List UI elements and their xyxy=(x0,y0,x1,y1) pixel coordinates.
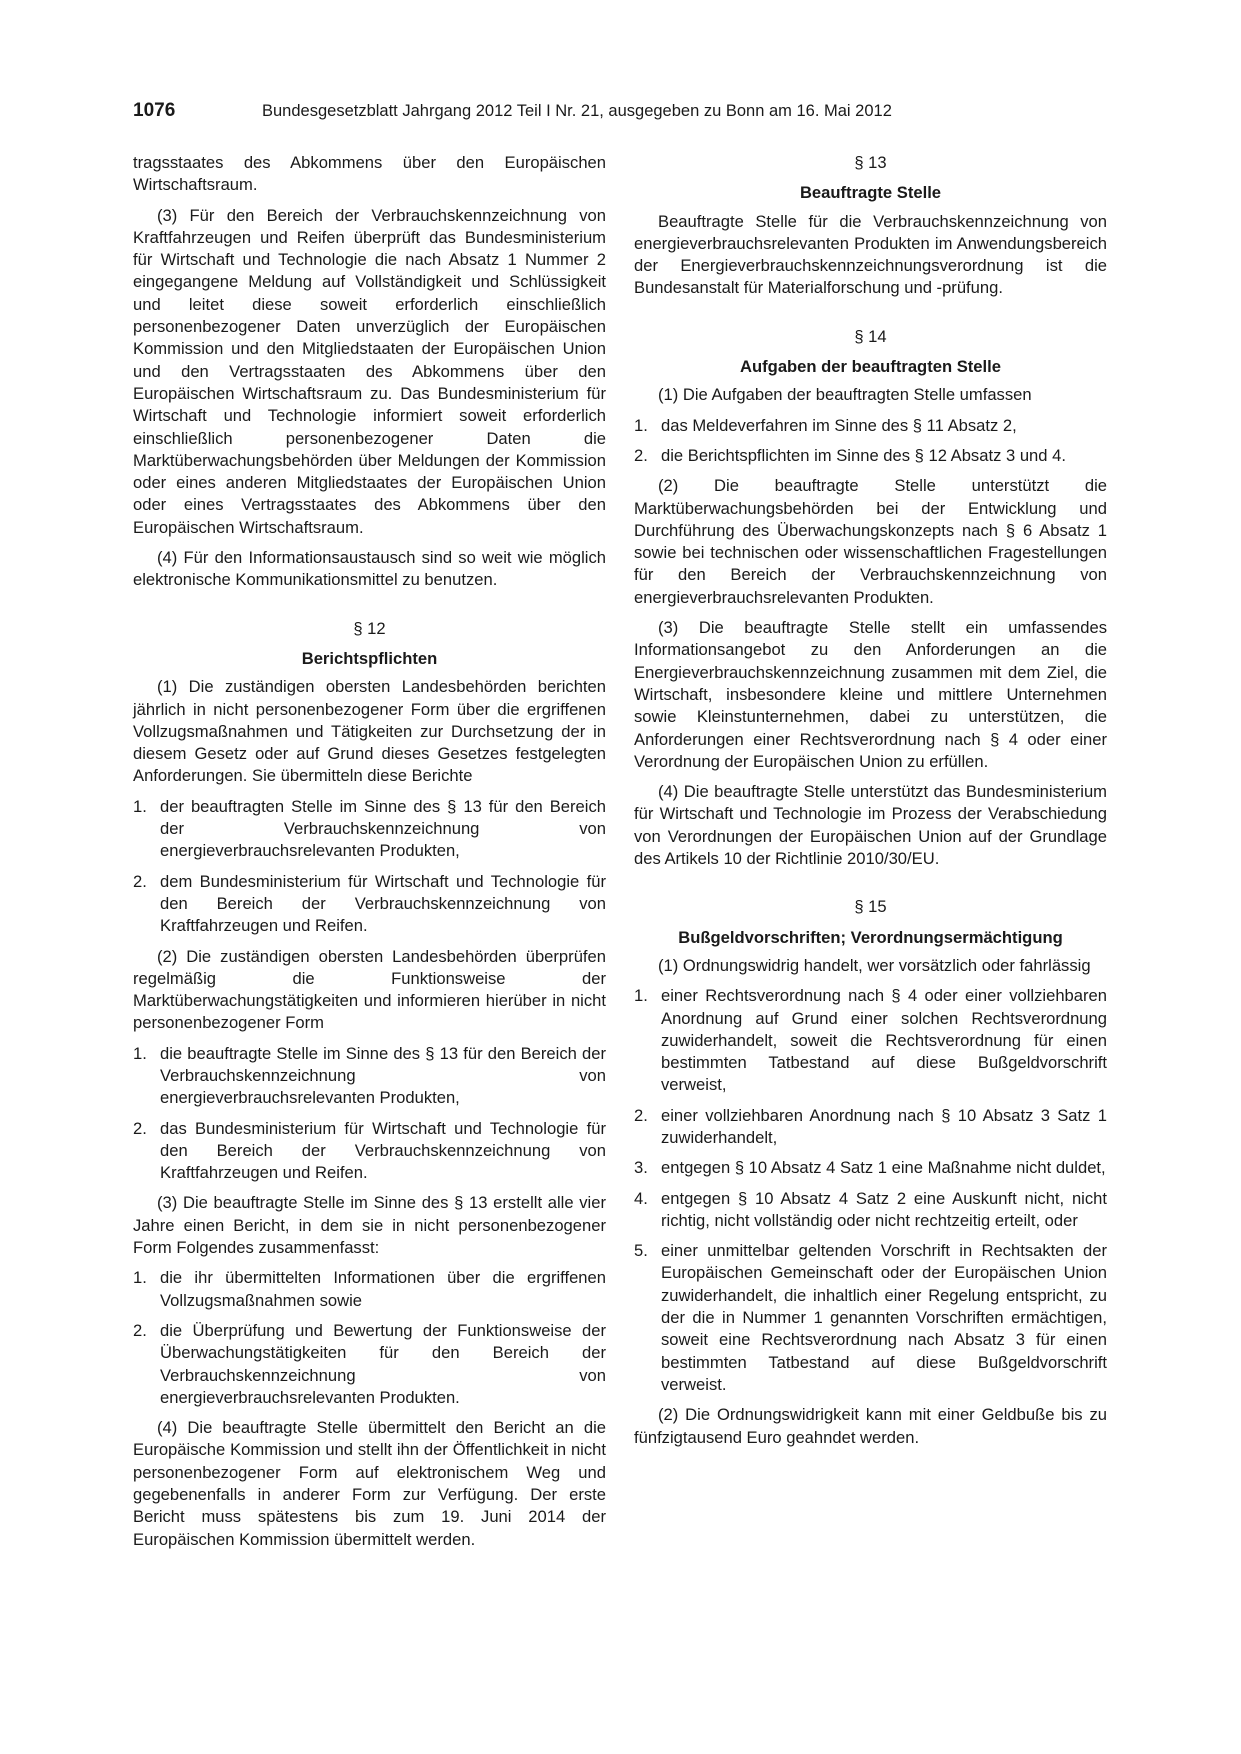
section-title-12: Berichtspflichten xyxy=(301,648,438,668)
section-number-13: § 13 xyxy=(854,153,887,172)
list-item-14-1-1 xyxy=(634,415,1107,437)
continued-paragraph: tragsstaates des Abkommens über den Europäischen Wirtschaftsraum. xyxy=(133,153,606,195)
list-item-15-1-3 xyxy=(634,1157,1107,1179)
list-number: 1. xyxy=(133,796,147,816)
paragraph-12-2: (2) Die zuständigen obersten Landesbehörden überprüfen regelmäßig die Funktionsweise der Marktüberwachungstätigkeiten und informieren hierüber in nicht personenbezogener Form xyxy=(133,946,606,1033)
list-item-14-1-2 xyxy=(634,445,1107,467)
paragraph-11-3: (3) Für den Bereich der Verbrauchskennzeichnung von Kraftfahrzeugen und Reifen überprüft das Bundesministerium für Wirtschaft und Technologie die nach Absatz 1 Nummer 2 eingegangene Meldung auf Vollständigkeit und Schlüssigkeit und leitet diese soweit erforderlich einschließlich personenbezogener Daten unverzüglich der Europäischen Kommission und den Mitgliedstaaten der Europäischen Union und den Vertragsstaaten des Abkommens über den Europäischen Wirtschaftsraum zu. Das Bundesministerium für Wirtschaft und Technologie informiert soweit erforderlich einschließlich personenbezogener Daten die Marktüberwachungsbehörden über Meldungen der Kommission oder eines anderen Mitgliedstaates der Europäischen Union oder eines Vertragsstaates des Abkommens über den Europäischen Wirtschaftsraum. xyxy=(133,205,606,537)
paragraph-12-4: (4) Die beauftragte Stelle übermittelt den Bericht an die Europäische Kommission und stellt ihn der Öffentlichkeit in nicht personenbezogener Form auf elektronischem Weg und gegebenenfalls in anderer Form zur Verfügung. Der erste Bericht muss spätestens bis zum 19. Juni 2014 der Europäischen Kommission übermittelt werden. xyxy=(133,1418,606,1549)
list-text: dem Bundesministerium für Wirtschaft und Technologie für den Bereich der Verbrauchskennzeichnung von Kraftfahrzeugen und Reifen. xyxy=(160,871,606,936)
running-title: Bundesgesetzblatt Jahrgang 2012 Teil I Nr. 21, ausgegeben zu Bonn am 16. Mai 2012 xyxy=(262,102,892,120)
paragraph-14-3: (3) Die beauftragte Stelle stellt ein umfassendes Informationsangebot zu den Anforderungen an die Energieverbrauchskennzeichnung zusammen mit dem Ziel, die Wirtschaft, insbesondere kleine und mittlere Unternehmen sowie Kleinstunternehmen, dabei zu unterstützen, die Anforderungen einer Rechtsverordnung nach § 4 oder einer Verordnung der Europäischen Union zu erfüllen. xyxy=(634,618,1107,771)
list-text: die beauftragte Stelle im Sinne des § 13 für den Bereich der Verbrauchskennzeichnung von energieverbrauchsrelevanten Produkten, xyxy=(160,1043,606,1108)
list-number: 2. xyxy=(133,1118,147,1138)
list-item-12-2-2 xyxy=(133,1118,606,1185)
list-text: das Bundesministerium für Wirtschaft und Technologie für den Bereich der Verbrauchskennzeichnung von Kraftfahrzeugen und Reifen. xyxy=(160,1118,606,1183)
paragraph-14-2: (2) Die beauftragte Stelle unterstützt die Marktüberwachungsbehörden bei der Entwicklung und Durchführung des Überwachungskonzepts nach § 6 Absatz 1 sowie bei technischen oder wissenschaftlichen Fragestellungen für den Bereich der Verbrauchskennzeichnung von energieverbrauchsrelevanten Produkten. xyxy=(634,476,1107,607)
list-text: einer vollziehbaren Anordnung nach § 10 Absatz 3 Satz 1 zuwiderhandelt, xyxy=(661,1105,1107,1147)
list-text: einer unmittelbar geltenden Vorschrift in Rechtsakten der Europäischen Gemeinschaft oder der Europäischen Union zuwiderhandelt, die inhaltlich einer Regelung entspricht, zu der die in Nummer 1 genannten Vorschriften ermächtigen, soweit eine Rechtsverordnung nach Absatz 3 für einen bestimmten Tatbestand auf diese Bußgeldvorschrift verweist. xyxy=(661,1241,1107,1394)
paragraph-15-2: (2) Die Ordnungswidrigkeit kann mit einer Geldbuße bis zu fünfzigtausend Euro geahndet werden. xyxy=(634,1405,1107,1447)
list-number: 2. xyxy=(133,871,147,891)
list-item-12-1-2 xyxy=(133,871,606,938)
section-number-12: § 12 xyxy=(353,618,386,638)
list-item-12-3-1 xyxy=(133,1267,606,1312)
list-text: entgegen § 10 Absatz 4 Satz 1 eine Maßnahme nicht duldet, xyxy=(661,1158,1106,1178)
section-title-13: Beauftragte Stelle xyxy=(799,183,942,203)
list-number: 2. xyxy=(133,1320,147,1340)
list-number: 4. xyxy=(634,1188,648,1208)
list-number: 1. xyxy=(133,1043,147,1063)
list-text: der beauftragten Stelle im Sinne des § 13 für den Bereich der Verbrauchskennzeichnung von energieverbrauchsrelevanten Produkten, xyxy=(160,796,606,861)
list-number: 1. xyxy=(133,1268,147,1288)
list-number: 1. xyxy=(634,415,648,435)
list-item-12-3-2 xyxy=(133,1320,606,1409)
list-item-15-1-2 xyxy=(634,1105,1107,1150)
list-number: 3. xyxy=(634,1158,648,1178)
left-column xyxy=(133,152,606,1559)
list-text: die ihr übermittelten Informationen über die ergriffenen Vollzugsmaßnahmen sowie xyxy=(160,1268,606,1310)
paragraph-11-4: (4) Für den Informationsaustausch sind so weit wie möglich elektronische Kommunikationsmittel zu benutzen. xyxy=(133,548,606,590)
paragraph-13-1: Beauftragte Stelle für die Verbrauchskennzeichnung von energieverbrauchsrelevanten Produkten im Anwendungsbereich der Energieverbrauchskennzeichnungsverordnung ist die Bundesanstalt für Materialforschung und -prüfung. xyxy=(634,211,1107,298)
list-number: 5. xyxy=(634,1241,648,1261)
section-title-15: Bußgeldvorschriften; Verordnungsermächtigung xyxy=(678,927,1063,947)
list-number: 2. xyxy=(634,445,648,465)
list-text: einer Rechtsverordnung nach § 4 oder einer vollziehbaren Anordnung auf Grund einer solchen Rechtsverordnung zuwiderhandelt, soweit die Rechtsverordnung für einen bestimmten Tatbestand auf diese Bußgeldvorschrift verweist, xyxy=(661,986,1107,1095)
paragraph-14-4: (4) Die beauftragte Stelle unterstützt das Bundesministerium für Wirtschaft und Technologie im Prozess der Verabschiedung von Verordnungen der Europäischen Union auf der Grundlage des Artikels 10 der Richtlinie 2010/30/EU. xyxy=(634,782,1107,869)
list-number: 2. xyxy=(634,1105,648,1125)
section-number-15: § 15 xyxy=(854,897,887,917)
list-item-12-1-1 xyxy=(133,796,606,863)
list-item-15-1-1 xyxy=(634,985,1107,1096)
list-text: das Meldeverfahren im Sinne des § 11 Absatz 2, xyxy=(661,415,1017,435)
paragraph-12-3: (3) Die beauftragte Stelle im Sinne des § 13 erstellt alle vier Jahre einen Bericht, in dem sie in nicht personenbezogener Form Folgendes zusammenfasst: xyxy=(133,1193,606,1258)
list-item-12-2-1 xyxy=(133,1043,606,1110)
section-number-14: § 14 xyxy=(854,326,887,346)
list-item-15-1-5 xyxy=(634,1240,1107,1396)
section-title-14: Aufgaben der beauftragten Stelle xyxy=(740,357,1001,377)
list-number: 1. xyxy=(634,986,648,1006)
right-column xyxy=(634,152,1107,1457)
paragraph-15-1: (1) Ordnungswidrig handelt, wer vorsätzlich oder fahrlässig xyxy=(658,955,1091,975)
paragraph-14-1: (1) Die Aufgaben der beauftragten Stelle umfassen xyxy=(658,385,1032,405)
list-text: entgegen § 10 Absatz 4 Satz 2 eine Auskunft nicht, nicht richtig, nicht vollständig oder nicht rechtzeitig erteilt, oder xyxy=(661,1188,1107,1230)
running-header xyxy=(133,100,993,128)
list-item-15-1-4 xyxy=(634,1188,1107,1233)
page-number: 1076 xyxy=(133,100,176,121)
list-text: die Überprüfung und Bewertung der Funktionsweise der Überwachungstätigkeiten für den Bereich der Verbrauchskennzeichnung von energieverbrauchsrelevanten Produkten. xyxy=(160,1320,606,1407)
list-text: die Berichtspflichten im Sinne des § 12 Absatz 3 und 4. xyxy=(661,445,1066,465)
paragraph-12-1: (1) Die zuständigen obersten Landesbehörden berichten jährlich in nicht personenbezogener Form über die ergriffenen Vollzugsmaßnahmen und Tätigkeiten zur Durchsetzung der in diesem Gesetz oder auf Grund dieses Gesetzes festgelegten Anforderungen. Sie übermitteln diese Berichte xyxy=(133,677,606,786)
